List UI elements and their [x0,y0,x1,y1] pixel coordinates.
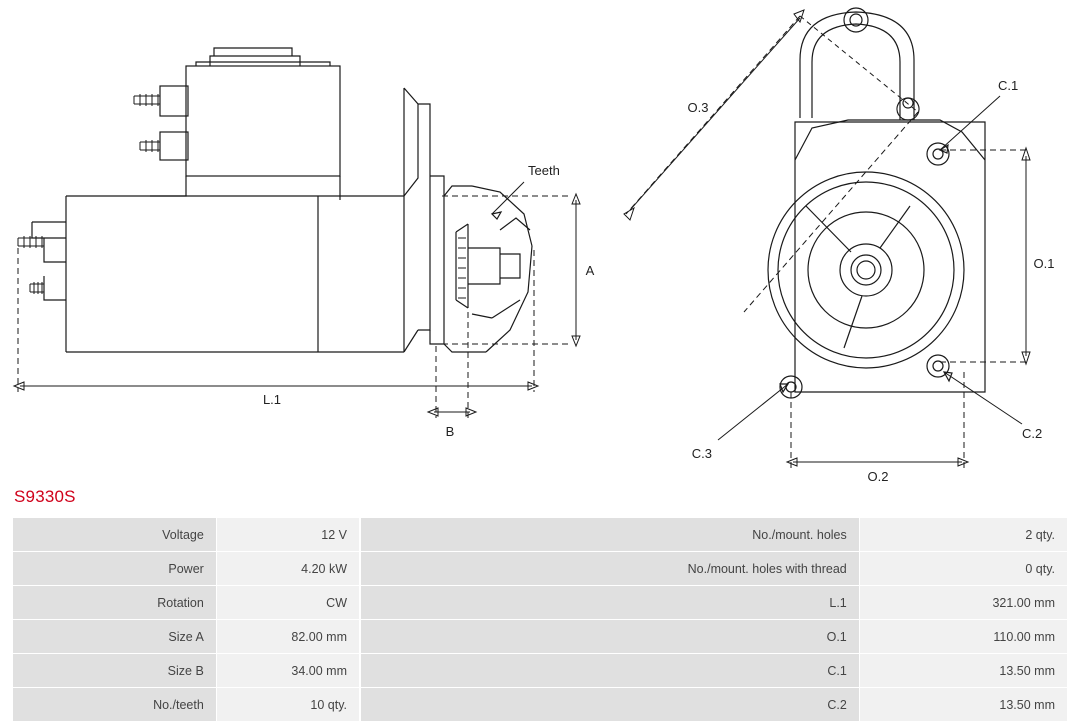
spec-value: 321.00 mm [859,586,1067,620]
spec-value: 82.00 mm [216,620,359,654]
spec-row [13,518,360,552]
spec-value: 110.00 mm [859,620,1067,654]
spec-label: Size B [13,654,217,688]
callout-c1-label: C.1 [998,78,1019,93]
spec-value: 34.00 mm [216,654,359,688]
spec-row [361,688,1068,722]
spec-row [361,586,1068,620]
spec-label: No./mount. holes [361,518,860,552]
spec-value: 10 qty. [216,688,359,722]
spec-row [13,552,360,586]
spec-value: 2 qty. [859,518,1067,552]
spec-row [361,654,1068,688]
spec-row [13,654,360,688]
callout-c2-label: C.2 [1022,426,1043,441]
spec-label: Power [13,552,217,586]
specifications [12,517,1068,722]
spec-label: Voltage [13,518,217,552]
spec-value: 13.50 mm [859,654,1067,688]
dimension-o1-label: O.1 [1033,256,1055,271]
teeth-label: Teeth [528,163,560,178]
spec-table-left [12,517,360,722]
spec-table-right [360,517,1068,722]
spec-label: Size A [13,620,217,654]
spec-row [361,620,1068,654]
spec-label: C.2 [361,688,860,722]
spec-label: C.1 [361,654,860,688]
dimension-o2-label: O.2 [867,469,889,484]
spec-row [361,518,1068,552]
spec-row [13,586,360,620]
spec-row [13,688,360,722]
dimension-o3-label: O.3 [687,100,709,115]
spec-label: O.1 [361,620,860,654]
callout-c3-label: C.3 [691,446,712,461]
part-number: S9330S [14,487,76,506]
spec-value: CW [216,586,359,620]
spec-label: No./teeth [13,688,217,722]
spec-label: Rotation [13,586,217,620]
spec-row [361,552,1068,586]
dimension-a-label: A [585,263,595,278]
starter-front-view [624,8,1054,484]
spec-value: 0 qty. [859,552,1067,586]
spec-label: No./mount. holes with thread [361,552,860,586]
spec-value: 4.20 kW [216,552,359,586]
spec-value: 13.50 mm [859,688,1067,722]
spec-value: 12 V [216,518,359,552]
dimension-b-label: B [445,424,455,439]
spec-row [13,620,360,654]
spec-label: L.1 [361,586,860,620]
starter-side-view [14,48,595,439]
dimension-l1-label: L.1 [262,392,282,407]
